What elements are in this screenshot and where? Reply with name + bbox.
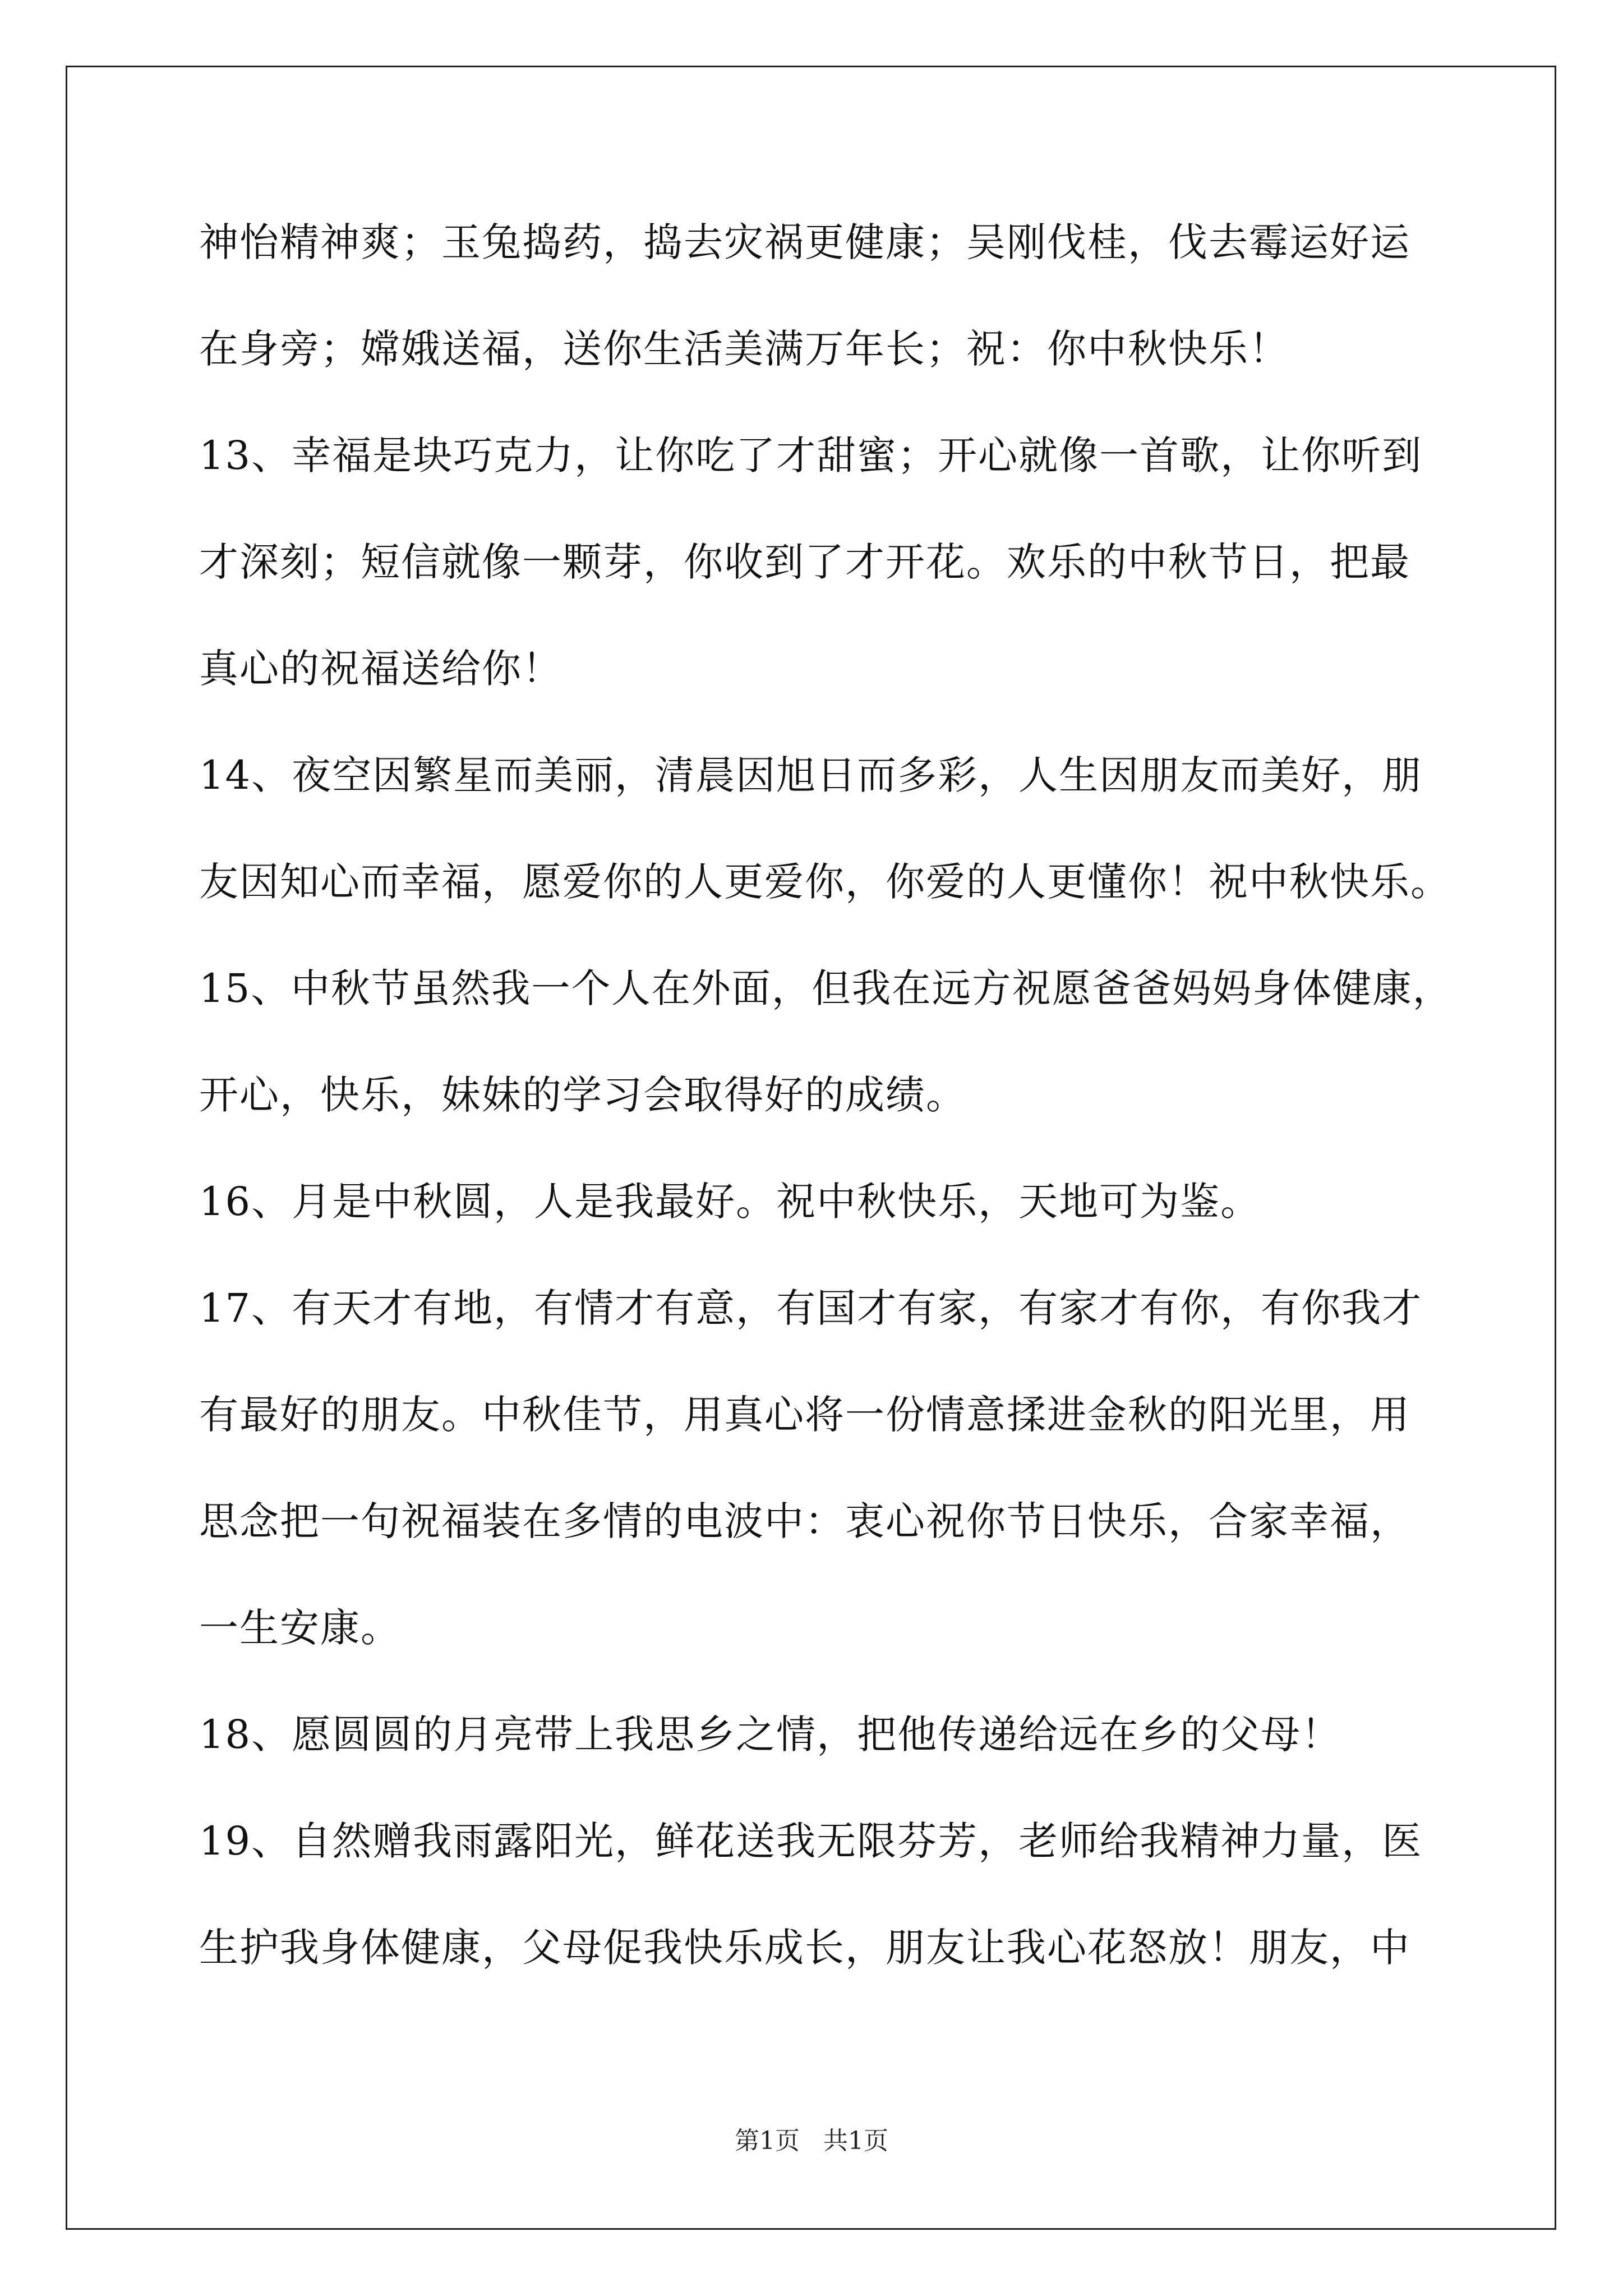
text-line: 开心，快乐，妹妹的学习会取得好的成绩。 (199, 1072, 966, 1118)
text-line: 才深刻；短信就像一颗芽，你收到了才开花。欢乐的中秋节日，把最 (199, 539, 1410, 585)
text-line: 真心的祝福送给你！ (199, 646, 562, 692)
text-line: 思念把一句祝福装在多情的电波中：衷心祝你节日快乐，合家幸福， (199, 1498, 1410, 1544)
text-line: 18、愿圆圆的月亮带上我思乡之情，把他传递给远在乡的父母！ (199, 1711, 1342, 1757)
text-line: 19、自然赠我雨露阳光，鲜花送我无限芬芳，老师给我精神力量，医 (199, 1818, 1423, 1864)
text-line: 13、幸福是块巧克力，让你吃了才甜蜜；开心就像一首歌，让你听到 (199, 432, 1423, 478)
page-border (66, 66, 1556, 2230)
text-line: 神怡精神爽；玉兔捣药，捣去灾祸更健康；吴刚伐桂，伐去霉运好运 (199, 219, 1410, 265)
text-line: 有最好的朋友。中秋佳节，用真心将一份情意揉进金秋的阳光里，用 (199, 1392, 1410, 1438)
text-line: 友因知心而幸福，愿爱你的人更爱你，你爱的人更懂你！祝中秋快乐。 (199, 859, 1451, 905)
page-number-footer: 第1页 共1页 (735, 2127, 888, 2155)
text-line: 16、月是中秋圆，人是我最好。祝中秋快乐，天地可为鉴。 (199, 1179, 1261, 1225)
text-line: 生护我身体健康，父母促我快乐成长，朋友让我心花怒放！朋友，中 (199, 1925, 1410, 1971)
text-line: 在身旁；嫦娥送福，送你生活美满万年长；祝：你中秋快乐！ (199, 326, 1289, 372)
text-line: 一生安康。 (199, 1605, 401, 1651)
text-line: 14、夜空因繁星而美丽，清晨因旭日而多彩，人生因朋友而美好，朋 (199, 752, 1423, 798)
text-line: 17、有天才有地，有情才有意，有国才有家，有家才有你，有你我才 (199, 1285, 1423, 1331)
text-line: 15、中秋节虽然我一个人在外面，但我在远方祝愿爸爸妈妈身体健康， (199, 965, 1453, 1011)
